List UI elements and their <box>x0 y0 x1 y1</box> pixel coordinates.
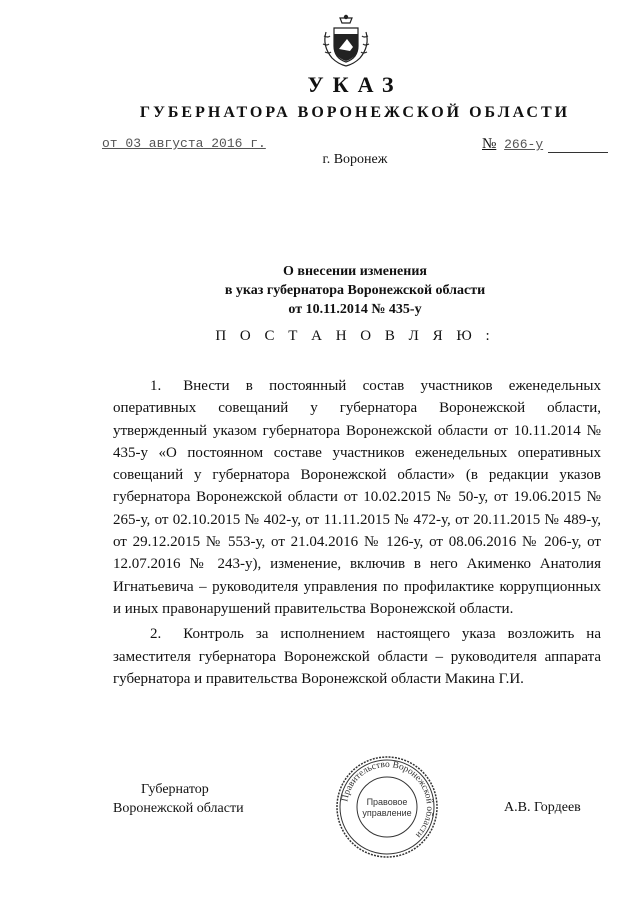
signatory-name: А.В. Гордеев <box>504 800 581 815</box>
document-subtitle: ГУБЕРНАТОРА ВОРОНЕЖСКОЙ ОБЛАСТИ <box>139 104 571 121</box>
decree-word: П О С Т А Н О В Л Я Ю : <box>215 328 495 344</box>
stamp-center-line-1: Правовое <box>366 797 408 807</box>
decree-body <box>113 375 601 690</box>
signatory-position-line-1: Губернатор <box>141 782 209 797</box>
heading-line-2: в указ губернатора Воронежской области <box>224 283 486 298</box>
decree-item <box>113 623 601 690</box>
official-stamp <box>334 754 440 860</box>
decree-heading <box>0 262 640 319</box>
document-number <box>482 136 543 153</box>
document-title: УКАЗ <box>307 72 403 97</box>
number-value: 266-у <box>504 137 544 152</box>
item-text: Внести в постоянный состав участников еженедельных оперативных совещаний у губернатора Воронежской области, утвержденный указом губернатора Воронежской области от 10.11.2014 № 435-у «О постоянном составе участников еженедельных оперативных совещаний у губернатора Воронежской области» (в редакции указов губернатора Воронежской области от 10.02.2015 № 50-у, от 19.06.2015 № 265-у, от 02.10.2015 № 402-у, от 11.11.2015 № 472-у, от 20.11.2015 № 489-у, от 29.12.2015 № 553-у, от 21.04.2016 № 126-у, от 08.06.2016 № 206-у, от 12.07.2016 № 243-у), изменение, включив в него Акименко Анатолия Игнатьевича – руководителя управления по профилактике коррупционных и иных правонарушений правительства Воронежской области. <box>113 378 601 617</box>
item-number: 1. <box>150 378 162 394</box>
item-text: Контроль за исполнением настоящего указа возложить на заместителя губернатора Воронежской области – руководителя аппарата губернатора и правительства Воронежской области Макина Г.И. <box>113 626 601 687</box>
item-number: 2. <box>150 626 162 643</box>
heading-line-3: от 10.11.2014 № 435-у <box>288 302 422 317</box>
number-sign: № <box>482 136 497 152</box>
decree-item <box>113 375 601 620</box>
document-city: г. Воронеж <box>322 152 388 167</box>
stamp-center-line-2: управление <box>362 808 412 818</box>
signatory-position-line-2: Воронежской области <box>113 801 244 816</box>
heading-line-1: О внесении изменения <box>283 264 427 279</box>
signatory-position <box>113 780 244 818</box>
stamp-ring-text: Правительство Воронежской области <box>340 759 435 840</box>
coat-of-arms-icon <box>320 14 372 70</box>
document-date: от 03 августа 2016 г. <box>102 136 266 151</box>
